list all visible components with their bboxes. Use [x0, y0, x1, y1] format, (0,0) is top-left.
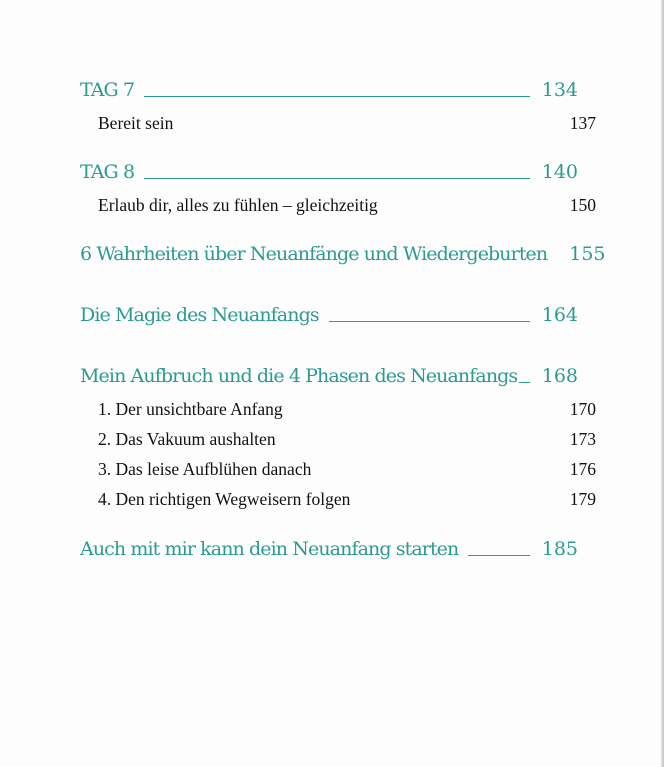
toc-chapter-aufbruch[interactable] — [80, 365, 578, 387]
toc-chapter-magie[interactable] — [80, 304, 578, 326]
chapter-title: TAG 7 — [80, 79, 135, 101]
chapter-page: 164 — [541, 304, 578, 326]
section-page: 173 — [569, 429, 596, 449]
toc-section[interactable] — [80, 399, 596, 420]
dot-leader — [468, 554, 529, 556]
toc-section[interactable] — [80, 195, 596, 216]
section-page: 150 — [569, 195, 596, 215]
dot-leader — [519, 381, 529, 383]
toc-section[interactable] — [80, 113, 596, 134]
toc-chapter-neuanfang-starten[interactable] — [80, 538, 578, 560]
chapter-title: Auch mit mir kann dein Neuanfang starten — [80, 538, 459, 560]
chapter-page: 134 — [541, 79, 578, 101]
chapter-title: Mein Aufbruch und die 4 Phasen des Neuanfangs — [80, 365, 518, 387]
section-title: Bereit sein — [98, 113, 174, 133]
section-title: 4. Den richtigen Wegweisern folgen — [98, 489, 351, 509]
chapter-page: 168 — [541, 365, 578, 387]
toc-chapter-6-wahrheiten[interactable] — [80, 243, 606, 265]
chapter-title: 6 Wahrheiten über Neuanfänge und Wiedergeburten — [80, 243, 548, 265]
chapter-page: 185 — [541, 538, 578, 560]
section-page: 137 — [569, 113, 596, 133]
section-title: Erlaub dir, alles zu fühlen – gleichzeitig — [98, 195, 378, 215]
section-title: 2. Das Vakuum aushalten — [98, 429, 276, 449]
dot-leader — [329, 320, 530, 322]
section-page: 176 — [569, 459, 596, 479]
section-page: 170 — [569, 399, 596, 419]
dot-leader — [144, 177, 530, 179]
toc-section[interactable] — [80, 459, 596, 480]
chapter-page: 140 — [541, 161, 578, 183]
section-page: 179 — [569, 489, 596, 509]
section-title: 3. Das leise Aufblühen danach — [98, 459, 312, 479]
chapter-title: TAG 8 — [80, 161, 135, 183]
toc-chapter-tag-8[interactable] — [80, 161, 578, 183]
toc-section[interactable] — [80, 489, 596, 510]
dot-leader — [144, 95, 530, 97]
section-title: 1. Der unsichtbare Anfang — [98, 399, 283, 419]
toc-chapter-tag-7[interactable] — [80, 79, 578, 101]
chapter-title: Die Magie des Neuanfangs — [80, 304, 319, 326]
toc-section[interactable] — [80, 429, 596, 450]
chapter-page: 155 — [569, 243, 606, 265]
